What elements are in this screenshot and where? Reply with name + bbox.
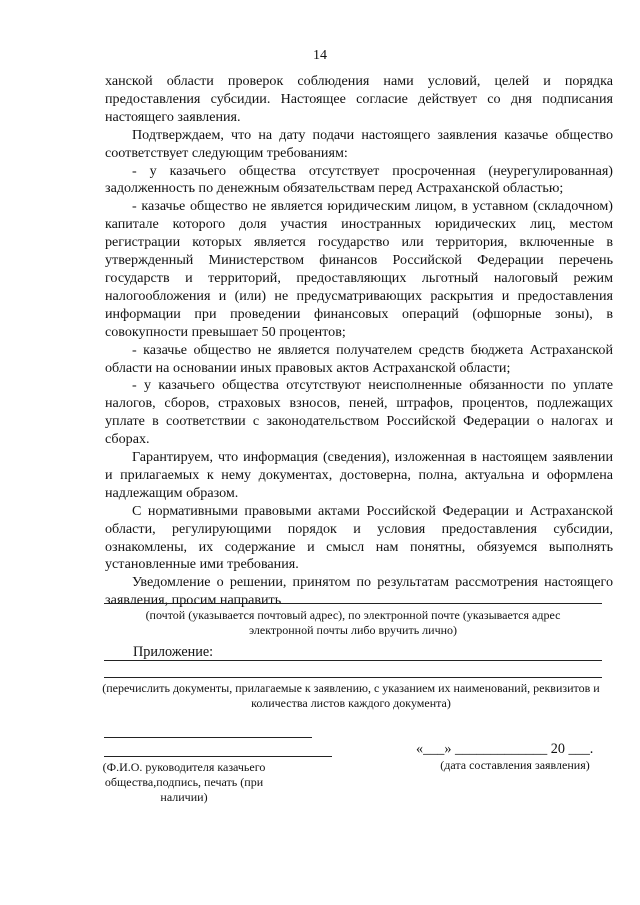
paragraph-8: С нормативными правовыми актами Российской Федерации и Астраханской области, регулирующими порядок и условия предоставления субсидии, ознакомлены, их содержание и смысл нам понятны, обязуемся выполнять установленные ими требования.	[105, 502, 613, 573]
date-caption: (дата составления заявления)	[440, 758, 590, 772]
attachment-caption: (перечислить документы, прилагаемые к заявлению, с указанием их наименований, реквизитов и количества листов каждого документа)	[102, 681, 600, 710]
date-line[interactable]: «___» _____________ 20 ___.	[416, 741, 594, 757]
page-number: 14	[313, 48, 327, 63]
paragraph-4: - казачье общество не является юридическим лицом, в уставном (складочном) капитале которого доля участия иностранных юридических лиц, местом регистрации которых является государство или территория, включенные в утвержденный Министерством финансов Российской Федерации перечень государств и территорий, предоставляющих льготный налоговый режим налогообложения и (или) не предусматривающих раскрытия и предоставления информации при проведении финансовых операций (офшорные зоны), в совокупности превышает 50 процентов;	[105, 198, 613, 340]
paragraph-1: ханской области проверок соблюдения нами условий, целей и порядка предоставления субсидии. Настоящее согласие действует со дня подписания настоящего заявления.	[105, 73, 613, 125]
delivery-caption: (почтой (указывается почтовый адрес), по электронной почте (указывается адрес электронной почты либо вручить лично)	[145, 608, 561, 637]
attachment-label: Приложение:	[133, 644, 214, 660]
paragraph-7: Гарантируем, что информация (сведения), изложенная в настоящем заявлении и прилагаемых к нему документах, достоверна, полна, актуальна и оформлена надлежащим образом.	[105, 449, 613, 501]
paragraph-5: - казачье общество не является получателем средств бюджета Астраханской области на основании иных правовых актов Астраханской области;	[105, 341, 613, 376]
body-text	[105, 73, 613, 610]
signature-caption: (Ф.И.О. руководителя казачьего общества,подпись, печать (при наличии)	[102, 760, 266, 804]
paragraph-9: Уведомление о решении, принятом по результатам рассмотрения настоящего заявления, просим направить	[105, 574, 613, 609]
paragraph-6: - у казачьего общества отсутствуют неисполненные обязанности по уплате налогов, сборов, страховых взносов, пеней, штрафов, процентов, подлежащих уплате в соответствии с законодательством Российской Федерации о налогах и сборах.	[105, 377, 613, 448]
attachment-line-1[interactable]	[104, 660, 602, 661]
delivery-line[interactable]	[104, 603, 602, 604]
paragraph-2: Подтверждаем, что на дату подачи настоящего заявления казачье общество соответствует следующим требованиям:	[105, 126, 613, 161]
attachment-line-2[interactable]	[104, 677, 602, 678]
signature-line-1[interactable]	[104, 737, 312, 738]
signature-line-2[interactable]	[104, 756, 332, 757]
paragraph-3: - у казачьего общества отсутствует просроченная (неурегулированная) задолженность по денежным обязательствам перед Астраханской областью;	[105, 162, 613, 197]
